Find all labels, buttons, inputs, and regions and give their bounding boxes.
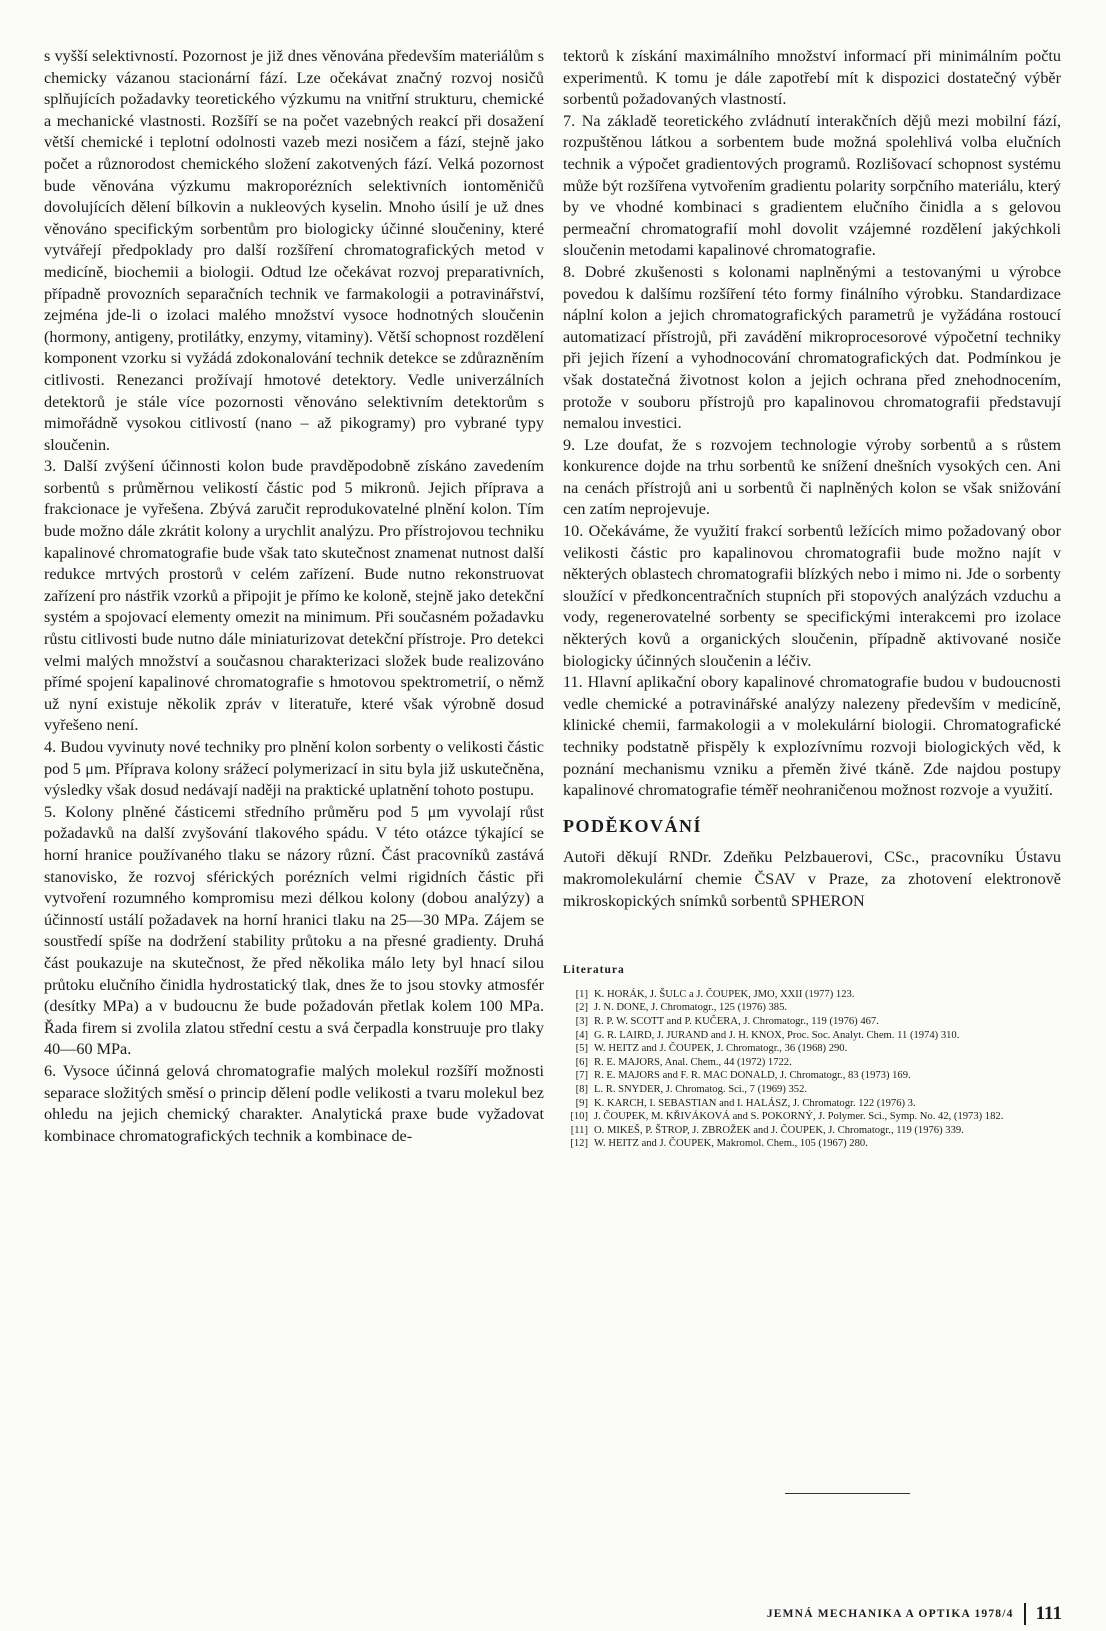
reference-item <box>563 1097 1061 1111</box>
reference-item <box>563 1029 1061 1043</box>
reference-item <box>563 988 1061 1002</box>
section-divider <box>785 1493 910 1494</box>
reference-text: W. HEITZ and J. ČOUPEK, Makromol. Chem., 105 (1967) 280. <box>594 1138 868 1150</box>
journal-name: JEMNÁ MECHANIKA A OPTIKA 1978/4 <box>766 1608 1014 1620</box>
paragraph-point-11: 11. Hlavní aplikační obory kapalinové chromatografie budou v budoucnosti vedle chemické a potravinářské analýzy nalezeny především v medicíně, klinické chemii, farmakologii a v molekulární biologii. Chromatografické techniky podstatně přispěly k explozívnímu rozvoji biologických věd, k poznání mechanismu vzniku a přeměn živé tkáně. Zde najdou postupy kapalinové chromatografie téměř neohraničenou možnost rozvoje a využití. <box>563 673 1061 800</box>
reference-number: [5] <box>575 1043 588 1055</box>
reference-item <box>563 1110 1061 1124</box>
page-footer <box>767 1603 1062 1625</box>
left-column <box>44 46 544 1147</box>
reference-item <box>563 1137 1061 1151</box>
reference-text: K. KARCH, I. SEBASTIAN and I. HALÁSZ, J. Chromatogr. 122 (1976) 3. <box>594 1097 916 1109</box>
reference-number: [7] <box>575 1070 588 1082</box>
reference-item <box>563 1069 1061 1083</box>
reference-number: [8] <box>575 1083 588 1095</box>
reference-text: R. E. MAJORS and F. R. MAC DONALD, J. Chromatogr., 83 (1973) 169. <box>594 1070 911 1082</box>
reference-number: [6] <box>575 1056 588 1068</box>
reference-text: W. HEITZ and J. ČOUPEK, J. Chromatogr., 36 (1968) 290. <box>594 1043 848 1055</box>
reference-item <box>563 1001 1061 1015</box>
reference-text: R. P. W. SCOTT and P. KUČERA, J. Chromatogr., 119 (1976) 467. <box>594 1015 879 1027</box>
paragraph-point-7: 7. Na základě teoretického zvládnutí interakčních dějů mezi mobilní fází, rozpuštěnou látkou a sorbentem bude možná spolehlivá volba elučních technik a výpočet gradientových programů. Rozlišovací schopnost systému může být rozšířena vytvořením gradientu polarity sorpčního materiálu, který by ve vhodné kombinaci s gradientem elučního činidla a s gelovou permeační chromatografií mohl dovolit vzájemné rozdělení jakýchkoli sloučenin metodami kapalinové chromatografie. <box>563 111 1061 260</box>
paragraph-point-6: 6. Vysoce účinná gelová chromatografie malých molekul rozšíří možnosti separace složitých směsí o princip dělení podle velikosti a tvaru molekul bez ohledu na jejich chemický charakter. Analytická praxe bude vyžadovat kombinace chromatografických technik a kombinace de- <box>44 1061 544 1145</box>
reference-number: [10] <box>570 1111 588 1123</box>
literature-heading: Literatura <box>563 964 625 977</box>
paragraph-point-9: 9. Lze doufat, že s rozvojem technologie výroby sorbentů a s růstem konkurence dojde na trhu sorbentů ke snížení dnešních vysokých cen. Ani na cenách přístrojů ani u sorbentů či naplněných kolon se však snižování cen zatím neprojevuje. <box>563 435 1061 519</box>
paragraph-point-10: 10. Očekáváme, že využití frakcí sorbentů ležících mimo požadovaný obor velikosti částic pro kapalinovou chromatografii bude možno najít v některých oblastech chromatografii blízkých nebo i mimo ni. Jde o sorbenty sloužící v předkoncentračních stupních při stopových analýzách vzduchu a vody, regenerovatelné sorbenty se specifickými interakcemi pro izolace některých kovů a organických sloučenin, případně aktivované nosiče biologicky účinných sloučenin a léčiv. <box>563 522 1061 670</box>
reference-text: J. N. DONE, J. Chromatogr., 125 (1976) 385. <box>594 1002 788 1014</box>
page-number: 111 <box>1035 1603 1062 1624</box>
reference-text: R. E. MAJORS, Anal. Chem., 44 (1972) 1722. <box>594 1056 792 1068</box>
paragraph-point-5: 5. Kolony plněné částicemi středního průměru pod 5 μm vyvolají růst požadavků na další zvyšování tlakového spádu. V této otázce týkající se horní hranice používaného tlaku se názory různí. Část pracovníků zastává stanovisko, že rozvoj sférických porézních velmi rigidních částic při vytvoření rozumného kompromisu mezi délkou kolony (dobou analýzy) a účinností ustálí požadavek na horní hranici tlaku na 25—30 MPa. Zájem se soustředí spíše na dodržení stability průtoku a na přesné gradienty. Druhá část poukazuje na skutečnost, že před několika málo lety byl hnací silou průtoku elučního činidla hydrostatický tlak, dnes že to jsou stovky atmosfér (desítky MPa) a v budoucnu že bude požadován přetlak kolem 100 MPa. Řada firem si zvolila zlatou střední cestu a svá čerpadla konstruuje pro tlaky 40—60 MPa. <box>44 802 544 1059</box>
footer-separator <box>1024 1603 1026 1625</box>
paragraph-point-4: 4. Budou vyvinuty nové techniky pro plnění kolon sorbenty o velikosti částic pod 5 μm. Příprava kolony srážecí polymerizací in situ byla již uskutečněna, výsledky však dosud nedávají naději na praktické uplatnění tohoto postupu. <box>44 738 544 800</box>
reference-text: G. R. LAIRD, J. JURAND and J. H. KNOX, Proc. Soc. Analyt. Chem. 11 (1974) 310. <box>594 1029 960 1041</box>
reference-number: [3] <box>575 1015 588 1027</box>
acknowledgement-heading: PODĚKOVÁNÍ <box>563 815 703 836</box>
paragraph-point-3: 3. Další zvýšení účinnosti kolon bude pravděpodobně získáno zavedením sorbentů s průměrnou velikostí částic pod 5 mikronů. Jejich příprava a frakcionace je vyřešena. Zbývá zaručit reprodukovatelné plnění kolon. Tím bude možno dále zkrátit kolony a urychlit analýzu. Pro přístrojovou techniku kapalinové chromatografie bude však tato skutečnost znamenat nutnost další redukce mrtvých prostorů v celém zařízení. Bude nutno rekonstruovat zařízení pro nástřik vzorků a připojit je přímo ke koloně, stejně jako detekční systém a spojovací elementy omezit na minimum. Při současném požadavku růstu citlivosti bude nutno dále miniaturizovat detekční přístroje. Pro detekci velmi malých množství a současnou charakterizaci složek bude realizováno přímé spojení kapalinové chromatografie s hmotovou spektrometrií, o němž už nyní existuje několik zpráv v literatuře, které však výrobně dosud vyřešeno není. <box>44 457 544 735</box>
reference-number: [12] <box>570 1138 588 1150</box>
reference-list <box>563 988 1061 1151</box>
reference-number: [2] <box>575 1002 588 1014</box>
acknowledgement-text: Autoři děkují RNDr. Zdeňku Pelzbauerovi, CSc., pracovníku Ústavu makromolekulární chemie ČSAV v Praze, za zhotovení elektronově mikroskopických snímků sorbentů SPHERON <box>563 848 1061 910</box>
reference-item <box>563 1124 1061 1138</box>
paragraph-point-8: 8. Dobré zkušenosti s kolonami naplněnými a testovanými u výrobce povedou k dalšímu rozšíření této formy finálního výrobku. Standardizace náplní kolon a jejich chromatografických parametrů je vyžádána rostoucí automatizací přístrojů, při zavádění mikroprocesorové výpočetní techniky při jejich řízení a vyhodnocování chromatografických dat. Podmínkou je však dostatečná životnost kolon a jejich ochrana před znehodnocením, protože v souboru přístrojů pro kapalinovou chromatografii představují nemalou investici. <box>563 262 1061 433</box>
reference-item <box>563 1083 1061 1097</box>
reference-text: K. HORÁK, J. ŠULC a J. ČOUPEK, JMO, XXII (1977) 123. <box>594 988 855 1000</box>
reference-text: O. MIKEŠ, P. ŠTROP, J. ZBROŽEK and J. ČOUPEK, J. Chromatogr., 119 (1976) 339. <box>594 1124 964 1136</box>
reference-number: [1] <box>575 988 588 1000</box>
reference-number: [9] <box>575 1097 588 1109</box>
reference-item <box>563 1056 1061 1070</box>
reference-number: [11] <box>570 1124 588 1136</box>
reference-text: L. R. SNYDER, J. Chromatog. Sci., 7 (1969) 352. <box>594 1083 808 1095</box>
reference-text: J. ČOUPEK, M. KŘIVÁKOVÁ and S. POKORNÝ, J. Polymer. Sci., Symp. No. 42, (1973) 182. <box>594 1111 1004 1123</box>
right-column <box>563 46 1061 1151</box>
paragraph-continuation-right: tektorů k získání maximálního množství informací při minimálním počtu experimentů. K tomu je dále zapotřebí mít k dispozici dostatečný výběr sorbentů požadovaných vlastností. <box>563 47 1061 109</box>
paragraph-continuation: s vyšší selektivností. Pozornost je již dnes věnována především materiálům s chemicky vázanou stacionární fází. Lze očekávat značný rozvoj nosičů splňujících požadavky teoretického výzkumu na vnitřní strukturu, chemické a mechanické vlastnosti. Rozšíří se na počet vazebných reakcí při dosažení větší chemické i teplotní odolnosti vazeb mezi nosičem a fází, stejně jako počet a různorodost chemického složení zakotvených fází. Velká pozornost bude věnována výzkumu makroporézních selektivních iontoměničů dovolujících dělení bílkovin a nukleových kyselin. Mnoho úsilí je už dnes věnováno specifickým sorbentům pro biologicky účinné sloučeniny, které vytvářejí předpoklady pro další rozšíření chromatografických metod v medicíně, biochemii a biologii. Odtud lze očekávat rozvoj preparativních, případně provozních separačních technik ve farmakologii a potravinářství, zejména jde-li o izolaci malého množství vysoce hodnotných sloučenin (hormony, antigeny, protilátky, enzymy, vitaminy). Větší schopnost rozdělení komponent vzorku si vyžádá zdokonalování technik detekce se zdůrazněním citlivosti. Renezanci prožívají hmotové detektory. Vedle univerzálních detektorů je stále více pozornosti věnováno selektivním detektorům s mimořádně vysokou citlivostí (nano – až pikogramy) pro vybrané typy sloučenin. <box>44 47 544 454</box>
reference-item <box>563 1042 1061 1056</box>
reference-item <box>563 1015 1061 1029</box>
reference-number: [4] <box>575 1029 588 1041</box>
